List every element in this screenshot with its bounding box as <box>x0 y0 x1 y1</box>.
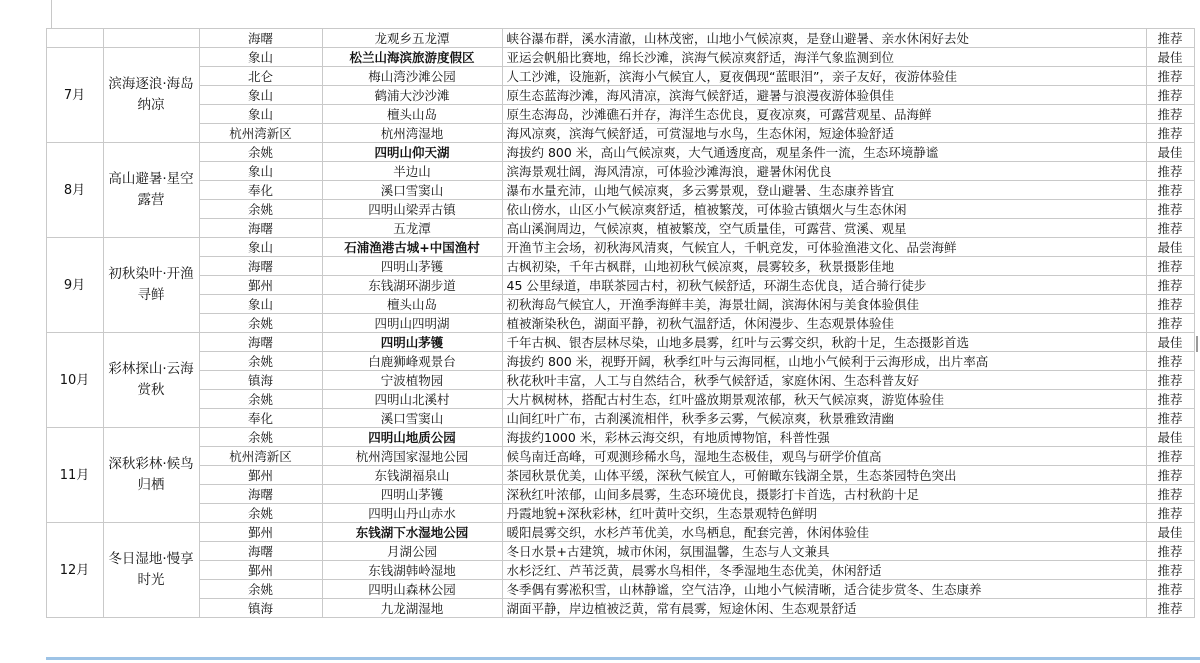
spot-cell[interactable]: 四明山四明湖 <box>322 314 502 333</box>
spot-cell[interactable]: 四明山茅镬 <box>322 333 502 352</box>
description-cell[interactable]: 丹霞地貌+深秋彩林，红叶黄叶交织，生态景观特色鲜明 <box>502 504 1146 523</box>
description-cell[interactable]: 开渔节主会场，初秋海风清爽，气候宜人，千帆竞发，可体验渔港文化、品尝海鲜 <box>502 238 1146 257</box>
spot-cell[interactable]: 溪口雪窦山 <box>322 409 502 428</box>
description-cell[interactable]: 大片枫树林，搭配古村生态，红叶盛放期景观浓郁，秋天气候凉爽，游览体验佳 <box>502 390 1146 409</box>
description-cell[interactable]: 海拔约 800 米，高山气候凉爽，大气通透度高，观星条件一流，生态环境静谧 <box>502 143 1146 162</box>
spot-cell[interactable]: 东钱湖环湖步道 <box>322 276 502 295</box>
region-cell[interactable]: 奉化 <box>199 181 322 200</box>
description-cell[interactable]: 海拔约 800 米，视野开阔，秋季红叶与云海同框，山地小气候利于云海形成，出片率高 <box>502 352 1146 371</box>
description-cell[interactable]: 原生态海岛，沙滩礁石并存，海洋生态优良，夏夜凉爽，可露营观星、品海鲜 <box>502 105 1146 124</box>
rating-cell[interactable]: 推荐 <box>1146 352 1194 371</box>
spot-cell[interactable]: 四明山仰天湖 <box>322 143 502 162</box>
spot-cell[interactable]: 四明山茅镬 <box>322 485 502 504</box>
month-cell[interactable]: 8月 <box>46 143 103 238</box>
spot-cell[interactable]: 九龙湖湿地 <box>322 599 502 618</box>
description-cell[interactable]: 候鸟南迁高峰，可观测珍稀水鸟，湿地生态极佳，观鸟与研学价值高 <box>502 447 1146 466</box>
description-cell[interactable]: 秋花秋叶丰富，人工与自然结合，秋季气候舒适，家庭休闲、生态科普友好 <box>502 371 1146 390</box>
description-cell[interactable]: 滨海景观壮阔，海风清凉，可体验沙滩海浪，避暑休闲优良 <box>502 162 1146 181</box>
rating-cell[interactable]: 推荐 <box>1146 295 1194 314</box>
region-cell[interactable]: 镇海 <box>199 599 322 618</box>
spot-cell[interactable]: 檀头山岛 <box>322 105 502 124</box>
region-cell[interactable]: 镇海 <box>199 371 322 390</box>
rating-cell[interactable]: 推荐 <box>1146 276 1194 295</box>
region-cell[interactable]: 鄞州 <box>199 523 322 542</box>
description-cell[interactable]: 古枫初染，千年古枫群，山地初秋气候凉爽，晨雾较多，秋景摄影佳地 <box>502 257 1146 276</box>
scrollbar-marker <box>1196 336 1198 352</box>
description-cell[interactable]: 千年古枫、银杏层林尽染，山地多晨雾，红叶与云雾交织，秋韵十足，生态摄影首选 <box>502 333 1146 352</box>
description-cell[interactable]: 依山傍水，山区小气候凉爽舒适，植被繁茂，可体验古镇烟火与生态休闲 <box>502 200 1146 219</box>
region-cell[interactable]: 海曙 <box>199 485 322 504</box>
description-cell[interactable]: 高山溪涧周边，气候凉爽，植被繁茂，空气质量佳，可露营、赏溪、观星 <box>502 219 1146 238</box>
theme-cell[interactable]: 初秋染叶·开渔寻鲜 <box>103 238 199 333</box>
region-cell[interactable]: 象山 <box>199 162 322 181</box>
table-row <box>0 523 1200 542</box>
spot-cell[interactable]: 四明山森林公园 <box>322 580 502 599</box>
rating-cell[interactable]: 推荐 <box>1146 105 1194 124</box>
rating-cell[interactable]: 推荐 <box>1146 257 1194 276</box>
spot-cell[interactable]: 五龙潭 <box>322 219 502 238</box>
spot-cell[interactable]: 梅山湾沙滩公园 <box>322 67 502 86</box>
description-cell[interactable]: 茶园秋景优美，山体平缓，深秋气候宜人，可俯瞰东钱湖全景，生态茶园特色突出 <box>502 466 1146 485</box>
region-cell[interactable]: 余姚 <box>199 428 322 447</box>
table-row <box>0 428 1200 447</box>
region-cell[interactable]: 海曙 <box>199 257 322 276</box>
spot-cell[interactable]: 鹤浦大沙沙滩 <box>322 86 502 105</box>
spot-cell[interactable]: 半边山 <box>322 162 502 181</box>
theme-cell[interactable]: 彩林探山·云海赏秋 <box>103 333 199 428</box>
spot-cell[interactable]: 四明山梁弄古镇 <box>322 200 502 219</box>
description-cell[interactable]: 山间红叶广布，古刹溪流相伴，秋季多云雾，气候凉爽，秋景雅致清幽 <box>502 409 1146 428</box>
rating-cell[interactable]: 推荐 <box>1146 314 1194 333</box>
spot-cell[interactable]: 月湖公园 <box>322 542 502 561</box>
rating-cell[interactable]: 最佳 <box>1146 333 1194 352</box>
rating-cell[interactable]: 推荐 <box>1146 504 1194 523</box>
description-cell[interactable]: 初秋海岛气候宜人，开渔季海鲜丰美，海景壮阔，滨海休闲与美食体验俱佳 <box>502 295 1146 314</box>
spreadsheet-grid <box>0 28 1200 618</box>
table-row <box>0 48 1200 67</box>
theme-cell[interactable]: 深秋彩林·候鸟归栖 <box>103 428 199 523</box>
region-cell[interactable]: 北仑 <box>199 67 322 86</box>
spot-cell[interactable]: 檀头山岛 <box>322 295 502 314</box>
description-cell[interactable]: 海拔约1000 米，彩林云海交织，有地质博物馆，科普性强 <box>502 428 1146 447</box>
region-cell[interactable]: 鄞州 <box>199 466 322 485</box>
theme-cell[interactable] <box>103 29 199 48</box>
region-cell[interactable]: 鄞州 <box>199 561 322 580</box>
spot-cell[interactable]: 白鹿狮峰观景台 <box>322 352 502 371</box>
table-row <box>0 143 1200 162</box>
rating-cell[interactable]: 推荐 <box>1146 200 1194 219</box>
spot-cell[interactable]: 宁波植物园 <box>322 371 502 390</box>
rating-cell[interactable]: 推荐 <box>1146 162 1194 181</box>
description-cell[interactable]: 人工沙滩，设施新，滨海小气候宜人，夏夜偶现“蓝眼泪”，亲子友好，夜游体验佳 <box>502 67 1146 86</box>
rating-cell[interactable]: 推荐 <box>1146 390 1194 409</box>
sheet-edge <box>1194 29 1200 618</box>
rating-cell[interactable]: 最佳 <box>1146 428 1194 447</box>
table-row <box>0 29 1200 48</box>
rating-cell[interactable]: 最佳 <box>1146 143 1194 162</box>
formula-bar-divider <box>51 0 52 28</box>
rating-cell[interactable]: 最佳 <box>1146 238 1194 257</box>
description-cell[interactable]: 暖阳晨雾交织，水杉芦苇优美，水鸟栖息，配套完善，休闲体验佳 <box>502 523 1146 542</box>
rating-cell[interactable]: 推荐 <box>1146 542 1194 561</box>
spot-cell[interactable]: 四明山丹山赤水 <box>322 504 502 523</box>
theme-cell[interactable]: 高山避暑·星空露营 <box>103 143 199 238</box>
description-cell[interactable]: 深秋红叶浓郁，山间多晨雾，生态环境优良，摄影打卡首选，古村秋韵十足 <box>502 485 1146 504</box>
theme-cell[interactable]: 滨海逐浪·海岛纳凉 <box>103 48 199 143</box>
table-row <box>0 333 1200 352</box>
description-cell[interactable]: 瀑布水量充沛，山地气候凉爽，多云雾景观，登山避暑、生态康养皆宜 <box>502 181 1146 200</box>
region-cell[interactable]: 奉化 <box>199 409 322 428</box>
region-cell[interactable]: 杭州湾新区 <box>199 124 322 143</box>
description-cell[interactable]: 原生态蓝海沙滩，海风清凉，滨海气候舒适，避暑与浪漫夜游体验俱佳 <box>502 86 1146 105</box>
rating-cell[interactable]: 推荐 <box>1146 466 1194 485</box>
spot-cell[interactable]: 四明山地质公园 <box>322 428 502 447</box>
spot-cell[interactable]: 龙观乡五龙潭 <box>322 29 502 48</box>
region-cell[interactable]: 杭州湾新区 <box>199 447 322 466</box>
spot-cell[interactable]: 四明山北溪村 <box>322 390 502 409</box>
region-cell[interactable]: 余姚 <box>199 314 322 333</box>
region-cell[interactable]: 海曙 <box>199 333 322 352</box>
spot-cell[interactable]: 杭州湾国家湿地公园 <box>322 447 502 466</box>
rating-cell[interactable]: 推荐 <box>1146 219 1194 238</box>
rating-cell[interactable]: 推荐 <box>1146 124 1194 143</box>
theme-cell[interactable]: 冬日湿地·慢享时光 <box>103 523 199 618</box>
description-cell[interactable]: 水杉泛红、芦苇泛黄，晨雾水鸟相伴，冬季湿地生态优美，休闲舒适 <box>502 561 1146 580</box>
region-cell[interactable]: 海曙 <box>199 29 322 48</box>
rating-cell[interactable]: 推荐 <box>1146 371 1194 390</box>
region-cell[interactable]: 余姚 <box>199 390 322 409</box>
month-cell[interactable]: 10月 <box>46 333 103 428</box>
spot-cell[interactable]: 东钱湖韩岭湿地 <box>322 561 502 580</box>
region-cell[interactable]: 余姚 <box>199 504 322 523</box>
spot-cell[interactable]: 松兰山海滨旅游度假区 <box>322 48 502 67</box>
region-cell[interactable]: 余姚 <box>199 352 322 371</box>
description-cell[interactable]: 海风凉爽，滨海气候舒适，可赏湿地与水鸟，生态休闲，短途体验舒适 <box>502 124 1146 143</box>
region-cell[interactable]: 象山 <box>199 295 322 314</box>
region-cell[interactable]: 余姚 <box>199 143 322 162</box>
rating-cell[interactable]: 推荐 <box>1146 447 1194 466</box>
rating-cell[interactable]: 推荐 <box>1146 485 1194 504</box>
region-cell[interactable]: 象山 <box>199 238 322 257</box>
rating-cell[interactable]: 推荐 <box>1146 86 1194 105</box>
recommendation-table <box>0 28 1200 618</box>
description-cell[interactable]: 冬日水景+古建筑，城市休闲，氛围温馨，生态与人文兼具 <box>502 542 1146 561</box>
spot-cell[interactable]: 石浦渔港古城+中国渔村 <box>322 238 502 257</box>
month-cell[interactable] <box>46 29 103 48</box>
description-cell[interactable]: 45 公里绿道，串联茶园古村，初秋气候舒适，环湖生态优良，适合骑行徒步 <box>502 276 1146 295</box>
region-cell[interactable]: 余姚 <box>199 200 322 219</box>
region-cell[interactable]: 海曙 <box>199 219 322 238</box>
spot-cell[interactable]: 溪口雪窦山 <box>322 181 502 200</box>
month-cell[interactable]: 7月 <box>46 48 103 143</box>
description-cell[interactable]: 峡谷瀑布群，溪水清澈，山林茂密，山地小气候凉爽，是登山避暑、亲水休闲好去处 <box>502 29 1146 48</box>
description-cell[interactable]: 亚运会帆船比赛地，绵长沙滩，滨海气候凉爽舒适，海洋气象监测到位 <box>502 48 1146 67</box>
month-cell[interactable]: 11月 <box>46 428 103 523</box>
formula-bar <box>0 0 1200 28</box>
spot-cell[interactable]: 东钱湖下水湿地公园 <box>322 523 502 542</box>
rating-cell[interactable]: 推荐 <box>1146 580 1194 599</box>
rating-cell[interactable]: 最佳 <box>1146 523 1194 542</box>
month-cell[interactable]: 9月 <box>46 238 103 333</box>
table-row <box>0 238 1200 257</box>
spot-cell[interactable]: 四明山茅镬 <box>322 257 502 276</box>
rating-cell[interactable]: 推荐 <box>1146 409 1194 428</box>
region-cell[interactable]: 鄞州 <box>199 276 322 295</box>
description-cell[interactable]: 湖面平静，岸边植被泛黄，常有晨雾，短途休闲、生态观景舒适 <box>502 599 1146 618</box>
spot-cell[interactable]: 东钱湖福泉山 <box>322 466 502 485</box>
spot-cell[interactable]: 杭州湾湿地 <box>322 124 502 143</box>
region-cell[interactable]: 象山 <box>199 86 322 105</box>
rating-cell[interactable]: 推荐 <box>1146 67 1194 86</box>
rating-cell[interactable]: 最佳 <box>1146 48 1194 67</box>
row-header-gutter <box>0 29 46 618</box>
region-cell[interactable]: 海曙 <box>199 542 322 561</box>
rating-cell[interactable]: 推荐 <box>1146 561 1194 580</box>
description-cell[interactable]: 植被渐染秋色，湖面平静，初秋气温舒适，休闲漫步、生态观景体验佳 <box>502 314 1146 333</box>
region-cell[interactable]: 象山 <box>199 48 322 67</box>
rating-cell[interactable]: 推荐 <box>1146 29 1194 48</box>
region-cell[interactable]: 余姚 <box>199 580 322 599</box>
month-cell[interactable]: 12月 <box>46 523 103 618</box>
rating-cell[interactable]: 推荐 <box>1146 181 1194 200</box>
region-cell[interactable]: 象山 <box>199 105 322 124</box>
description-cell[interactable]: 冬季偶有雾凇积雪，山林静谧，空气洁净，山地小气候清晰，适合徒步赏冬、生态康养 <box>502 580 1146 599</box>
selection-border <box>46 657 1200 660</box>
rating-cell[interactable]: 推荐 <box>1146 599 1194 618</box>
